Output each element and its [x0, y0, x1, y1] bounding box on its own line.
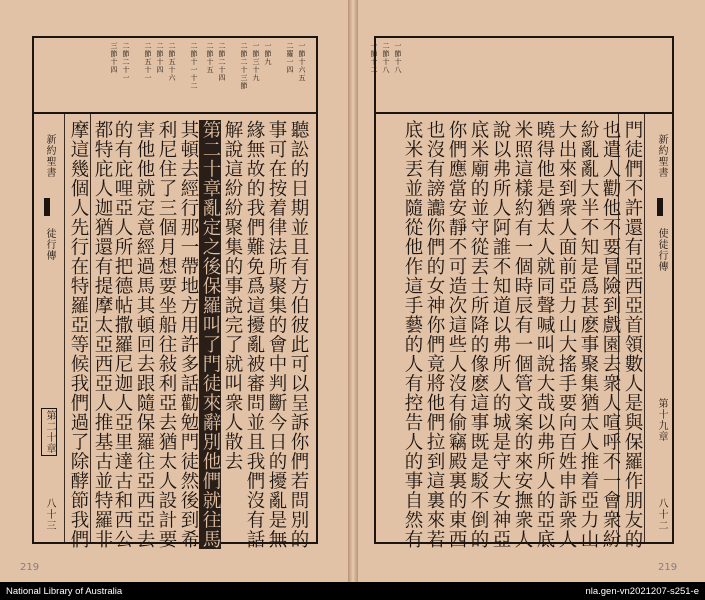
footer-credit: National Library of Australia — [6, 586, 123, 597]
note: 一節九 — [264, 42, 272, 66]
right-marginal-notes — [370, 38, 672, 114]
note: 二節十五 — [206, 42, 214, 74]
note: 二節二十一 — [122, 42, 130, 82]
note: 二節五十一 — [144, 42, 152, 82]
title-mark — [657, 198, 663, 216]
section-title: 使徒行傳 — [656, 228, 667, 272]
text-column: 米照這樣約有一個時辰有一個管文案的來安撫衆人 — [512, 120, 533, 549]
right-page — [358, 0, 705, 582]
pencil-page-mark: 219 — [20, 562, 40, 573]
page-number: 八十二 — [656, 498, 667, 531]
note: 一節十六五 — [298, 42, 306, 82]
text-column: 聽訟的日期並且有方伯彼此可以呈訴你們若問別的 — [288, 120, 309, 549]
note: 二羅一四 — [286, 42, 294, 74]
text-column: 底米丟並隨從他作這手藝的人有控告人的事自然有 — [402, 120, 423, 549]
text-column: 你們應當安靜不可造次這些人沒有偷竊殿裏的東西 — [446, 120, 467, 549]
title-mark — [44, 198, 50, 216]
text-column: 緣無故的我們難免爲這擾亂被審問並且我們沒有話 — [244, 120, 265, 549]
note: 一節十八 — [394, 42, 402, 74]
note: 一節十二 — [370, 42, 378, 74]
section-title: 徒行傳 — [44, 228, 55, 261]
note: 二節五十六 — [168, 42, 176, 82]
note: 二節十一十二 — [190, 42, 198, 90]
text-column: 大出來到衆人面前亞力山大搖手要向百姓申訴衆人 — [556, 120, 577, 549]
book-gutter — [348, 0, 358, 582]
text-column: 事可在按着律法所聚集的會中判斷今日的擾亂是無 — [266, 120, 287, 549]
text-column: 害他他就定意經過馬其頓回去跟隨保羅往亞西亞去 — [134, 120, 155, 549]
text-column: 都特庇人迦猶還有提摩太亞西亞人推基古並特羅非 — [92, 120, 113, 549]
page-number: 八十三 — [44, 498, 55, 531]
text-column: 說以弗所人阿誰不知道以弗所人的城是守大女神亞 — [490, 120, 511, 549]
text-column: 也沒有謗讟你們的女神你們竟將他們拉到這裏來若 — [424, 120, 445, 549]
right-page-frame — [370, 36, 674, 549]
text-column: 的有庇哩亞人所把德帖撒羅尼迦人亞里達古和西公 — [112, 120, 133, 549]
chapter-label: 第十九章 — [656, 398, 667, 442]
note: 二節二十三節 — [240, 42, 248, 90]
note: 三節十四 — [110, 42, 118, 74]
text-column: 紛亂亂大半不知是爲甚麽事聚集猶太人推着亞力山 — [578, 120, 599, 549]
chapter-label: 第二十章 — [41, 408, 57, 456]
chapter-heading-column: 第二十章亂定之後保羅叫了門徒來辭別他們就往馬 — [200, 120, 221, 549]
left-page — [0, 0, 348, 582]
note: 二節十八 — [382, 42, 390, 74]
text-column: 也遣人勸他不要冒險到戲園去衆人喧呼不一會衆紛 — [600, 120, 621, 549]
book-title: 新約聖書 — [44, 134, 55, 178]
column-rule — [644, 114, 645, 542]
note: 一節三十九 — [252, 42, 260, 82]
column-rule — [64, 114, 65, 542]
text-column: 曉得他是猶太人就同聲喊叫說大哉以弗所人的亞底 — [534, 120, 555, 549]
text-column: 解說這紛紛聚集的事說完了就叫衆人散去 — [222, 120, 243, 471]
note: 二節二十四 — [218, 42, 226, 82]
note: 二節十四 — [156, 42, 164, 74]
left-page-frame — [32, 36, 318, 549]
book-title: 新約聖書 — [656, 134, 667, 178]
text-column: 其頓去經行那一帶地方用許多話勸勉門徒然後到希 — [178, 120, 199, 549]
left-marginal-notes — [34, 38, 316, 114]
footer-identifier: nla.gen-vn2021207-s251-e — [585, 586, 699, 597]
text-column: 利尼住了三個月想要坐船往敍利亞去猶太人設計要 — [156, 120, 177, 549]
text-column: 底米廟的並守從丟士所降的像麽這事既是駁不倒的 — [468, 120, 489, 549]
text-column: 門徒們不許還有亞西亞首領數人是與保羅作朋友的 — [622, 120, 643, 549]
text-column: 摩這幾個人先行在特羅亞等候我們過了除酵節我們 — [68, 120, 89, 549]
footer-bar — [0, 582, 705, 600]
pencil-page-mark: 219 — [658, 562, 678, 573]
